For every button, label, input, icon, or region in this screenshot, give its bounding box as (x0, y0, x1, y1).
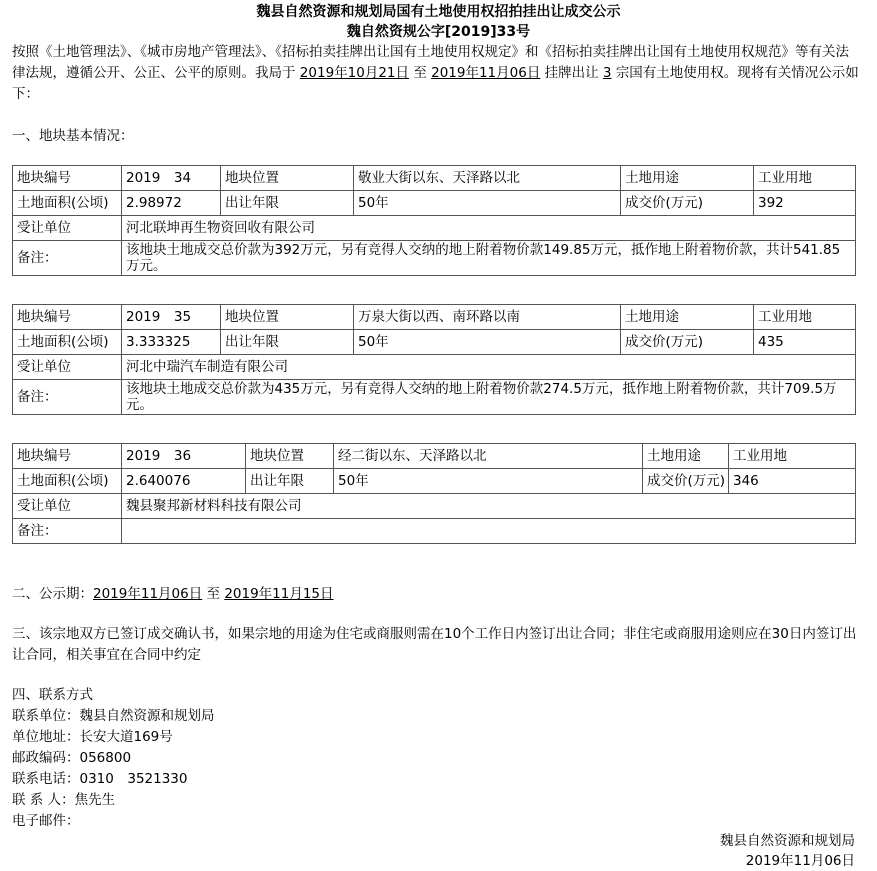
listing-end-date: 2019年11月06日 (431, 65, 541, 81)
price-label: 成交价(万元) (621, 330, 754, 355)
area-label: 土地面积(公顷) (13, 330, 122, 355)
table-row (13, 355, 856, 380)
section2 (12, 584, 860, 604)
area: 3.333325 (122, 330, 221, 355)
parcel-no: 2019 36 (122, 444, 246, 469)
table-row (13, 166, 856, 191)
price-label: 成交价(万元) (621, 191, 754, 216)
term: 50年 (334, 469, 643, 494)
table-row (13, 519, 856, 544)
parcel-table-1 (12, 165, 856, 276)
note: 该地块土地成交总价款为435万元，另有竞得人交纳的地上附着物价款274.5万元，抵作地上附着物价款，共计709.5万元。 (122, 380, 856, 415)
parcel-no: 2019 35 (122, 305, 221, 330)
area-label: 土地面积(公顷) (13, 469, 122, 494)
table-row (13, 494, 856, 519)
note-label: 备注： (13, 380, 122, 415)
parcel-no-label: 地块编号 (13, 305, 122, 330)
page-title: 魏县自然资源和规划局国有土地使用权招拍挂出让成交公示 (256, 4, 621, 20)
location-label: 地块位置 (221, 305, 354, 330)
parcel-count: 3 (602, 65, 612, 81)
price: 392 (754, 191, 856, 216)
location: 经二街以东、天泽路以北 (334, 444, 643, 469)
intro-paragraph (12, 42, 860, 105)
term: 50年 (354, 191, 621, 216)
intro-text-1: 按照《土地管理法》、《城市房地产管理法》、《招标拍卖挂牌出让国有土地使用权规定》和《招标拍卖挂牌出让国有土地使用权规范》等有关法律法规，遵循公开、公正、公平的原则。我局于 (12, 44, 849, 81)
usage-label: 土地用途 (621, 305, 754, 330)
area-label: 土地面积(公顷) (13, 191, 122, 216)
price: 435 (754, 330, 856, 355)
section1-title: 一、地块基本情况： (12, 128, 134, 144)
publicity-start-date: 2019年11月06日 (93, 586, 203, 602)
usage-label: 土地用途 (621, 166, 754, 191)
contact-email: 电子邮件： (12, 813, 80, 829)
price-label: 成交价(万元) (643, 469, 729, 494)
table-row (13, 330, 856, 355)
table-row (13, 444, 856, 469)
usage: 工业用地 (729, 444, 856, 469)
contact-postcode: 邮政编码：056800 (12, 750, 132, 766)
assignee: 河北联坤再生物资回收有限公司 (122, 216, 856, 241)
contact-unit: 联系单位：魏县自然资源和规划局 (12, 708, 215, 724)
signature-org: 魏县自然资源和规划局 (720, 833, 855, 849)
term-label: 出让年限 (221, 330, 354, 355)
term-label: 出让年限 (221, 191, 354, 216)
contact-phone: 联系电话：0310 3521330 (12, 771, 188, 787)
assignee-label: 受让单位 (13, 355, 122, 380)
intro-to: 至 (413, 65, 427, 81)
publicity-end-date: 2019年11月15日 (224, 586, 334, 602)
location-label: 地块位置 (221, 166, 354, 191)
usage-label: 土地用途 (643, 444, 729, 469)
usage: 工业用地 (754, 166, 856, 191)
table-row (13, 216, 856, 241)
table-row (13, 191, 856, 216)
location: 万泉大街以西、南环路以南 (354, 305, 621, 330)
section4-title: 四、联系方式 (12, 687, 93, 703)
price: 346 (729, 469, 856, 494)
section2-label: 二、公示期： (12, 586, 93, 602)
assignee-label: 受让单位 (13, 494, 122, 519)
parcel-table-2 (12, 304, 856, 415)
table-row (13, 305, 856, 330)
assignee: 河北中瑞汽车制造有限公司 (122, 355, 856, 380)
contact-person: 联 系 人：焦先生 (12, 792, 116, 808)
note: 该地块土地成交总价款为392万元，另有竞得人交纳的地上附着物价款149.85万元，抵作地上附着物价款，共计541.85万元。 (122, 241, 856, 276)
parcel-no-label: 地块编号 (13, 166, 122, 191)
listing-start-date: 2019年10月21日 (299, 65, 410, 81)
location-label: 地块位置 (246, 444, 334, 469)
area: 2.98972 (122, 191, 221, 216)
note-label: 备注： (13, 519, 122, 544)
note (122, 519, 856, 544)
term: 50年 (354, 330, 621, 355)
parcel-no: 2019 34 (122, 166, 221, 191)
parcel-no-label: 地块编号 (13, 444, 122, 469)
usage: 工业用地 (754, 305, 856, 330)
section2-to: 至 (206, 586, 221, 602)
intro-text-3: 宗国有土地使用权。现将有关情况公示如下： (12, 65, 859, 102)
parcel-table-3 (12, 443, 856, 544)
signature-date: 2019年11月06日 (745, 853, 855, 869)
area: 2.640076 (122, 469, 246, 494)
table-row (13, 380, 856, 415)
note-label: 备注： (13, 241, 122, 276)
assignee: 魏县聚邦新材料科技有限公司 (122, 494, 856, 519)
assignee-label: 受让单位 (13, 216, 122, 241)
table-row (13, 241, 856, 276)
contact-address: 单位地址：长安大道169号 (12, 729, 173, 745)
table-row (13, 469, 856, 494)
term-label: 出让年限 (246, 469, 334, 494)
section3: 三、该宗地双方已签订成交确认书，如果宗地的用途为住宅或商服则需在10个工作日内签订出让合同；非住宅或商服用途则应在30日内签订出让合同，相关事宜在合同中约定 (12, 626, 857, 663)
document-number: 魏自然资规公字[2019]33号 (346, 24, 531, 40)
location: 敬业大街以东、天泽路以北 (354, 166, 621, 191)
intro-text-2: 挂牌出让 (544, 65, 599, 81)
